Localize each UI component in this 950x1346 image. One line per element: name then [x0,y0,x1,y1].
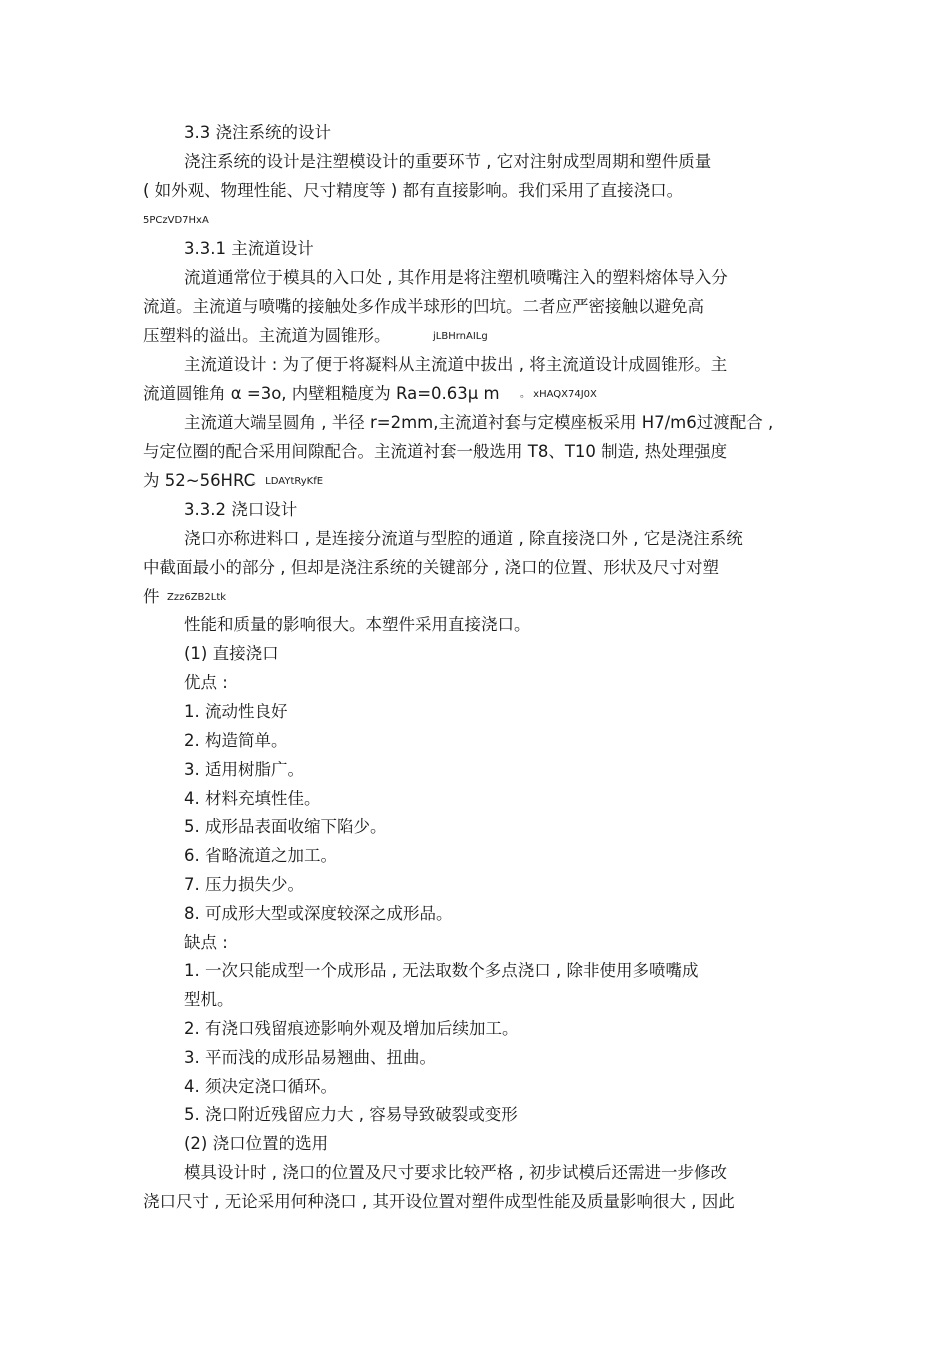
paragraph-line: 中截面最小的部分 , 但却是浇注系统的关键部分 , 浇口的位置、形状及尺寸对塑 [143,558,719,577]
list-item: 4. 材料充填性佳。 [184,789,321,808]
paragraph-line: 压塑料的溢出。主流道为圆锥形。 [143,326,391,345]
paragraph-line: 浇口尺寸 , 无论采用何种浇口 , 其开设位置对塑件成型性能及质量影响很大 , 因此 [143,1192,735,1211]
paragraph-line: 流道通常位于模具的入口处 , 其作用是将注塑机喷嘴注入的塑料熔体导入分 [184,268,728,287]
list-item: 6. 省略流道之加工。 [184,846,337,865]
paragraph-line: 浇注系统的设计是注塑模设计的重要环节 , 它对注射成型周期和塑件质量 [184,152,712,171]
paragraph-line: 模具设计时 , 浇口的位置及尺寸要求比较严格 , 初步试模后还需进一步修改 [184,1163,727,1182]
list-item: 5. 成形品表面收缩下陷少。 [184,817,387,836]
paragraph-line: 为 52~56HRC [143,471,256,490]
cons-label: 缺点 : [184,933,228,952]
section-heading-3-3: 3.3 浇注系统的设计 [184,123,331,142]
section-heading-3-3-1: 3.3.1 主流道设计 [184,239,314,258]
list-item: 1. 流动性良好 [184,702,288,721]
subsection-heading: (1) 直接浇口 [184,644,279,663]
section-heading-3-3-2: 3.3.2 浇口设计 [184,500,298,519]
list-item: 2. 构造简单。 [184,731,288,750]
list-item: 3. 适用树脂广。 [184,760,304,779]
paragraph-line: 流道。主流道与喷嘴的接触处多作成半球形的凹坑。二者应严密接触以避免高 [143,297,704,316]
list-item: 7. 压力损失少。 [184,875,304,894]
pros-label: 优点 : [184,673,228,692]
watermark-code: jLBHrnAILg [433,331,488,342]
subsection-heading: (2) 浇口位置的选用 [184,1134,329,1153]
paragraph-line: 主流道设计 : 为了便于将凝料从主流道中拔出 , 将主流道设计成圆锥形。主 [184,355,728,374]
list-item: 1. 一次只能成型一个成形品 , 无法取数个多点浇口 , 除非使用多喷嘴成 [184,961,699,980]
list-item: 4. 须决定浇口循环。 [184,1077,337,1096]
list-item: 8. 可成形大型或深度较深之成形品。 [184,904,453,923]
watermark-code: Zzz6ZB2Ltk [167,592,227,603]
watermark-code: 。 LDAYtRyKfE [252,476,324,487]
list-item: 5. 浇口附近残留应力大 , 容易导致破裂或变形 [184,1105,518,1124]
paragraph-line: 与定位圈的配合采用间隙配合。主流道衬套一般选用 T8、T10 制造, 热处理强度 [143,442,728,461]
paragraph-line: 件 [143,587,160,606]
list-item: 3. 平而浅的成形品易翘曲、扭曲。 [184,1048,436,1067]
paragraph-line: ( 如外观、物理性能、尺寸精度等 ) 都有直接影响。我们采用了直接浇口。 [143,181,684,200]
list-item: 2. 有浇口残留痕迹影响外观及增加后续加工。 [184,1019,519,1038]
list-item: 型机。 [184,990,234,1009]
paragraph-line: 性能和质量的影响很大。本塑件采用直接浇口。 [184,615,531,634]
watermark-code: 。 xHAQX74J0X [520,389,597,400]
paragraph-line: 流道圆锥角 α =3o, 内壁粗糙度为 Ra=0.63μ m [143,384,500,403]
paragraph-line: 浇口亦称进料口 , 是连接分流道与型腔的通道 , 除直接浇口外 , 它是浇注系统 [184,529,743,548]
paragraph-line: 主流道大端呈圆角 , 半径 r=2mm,主流道衬套与定模座板采用 H7/m6过渡配合 , [184,413,774,432]
watermark-code: 5PCzVD7HxA [143,215,209,226]
